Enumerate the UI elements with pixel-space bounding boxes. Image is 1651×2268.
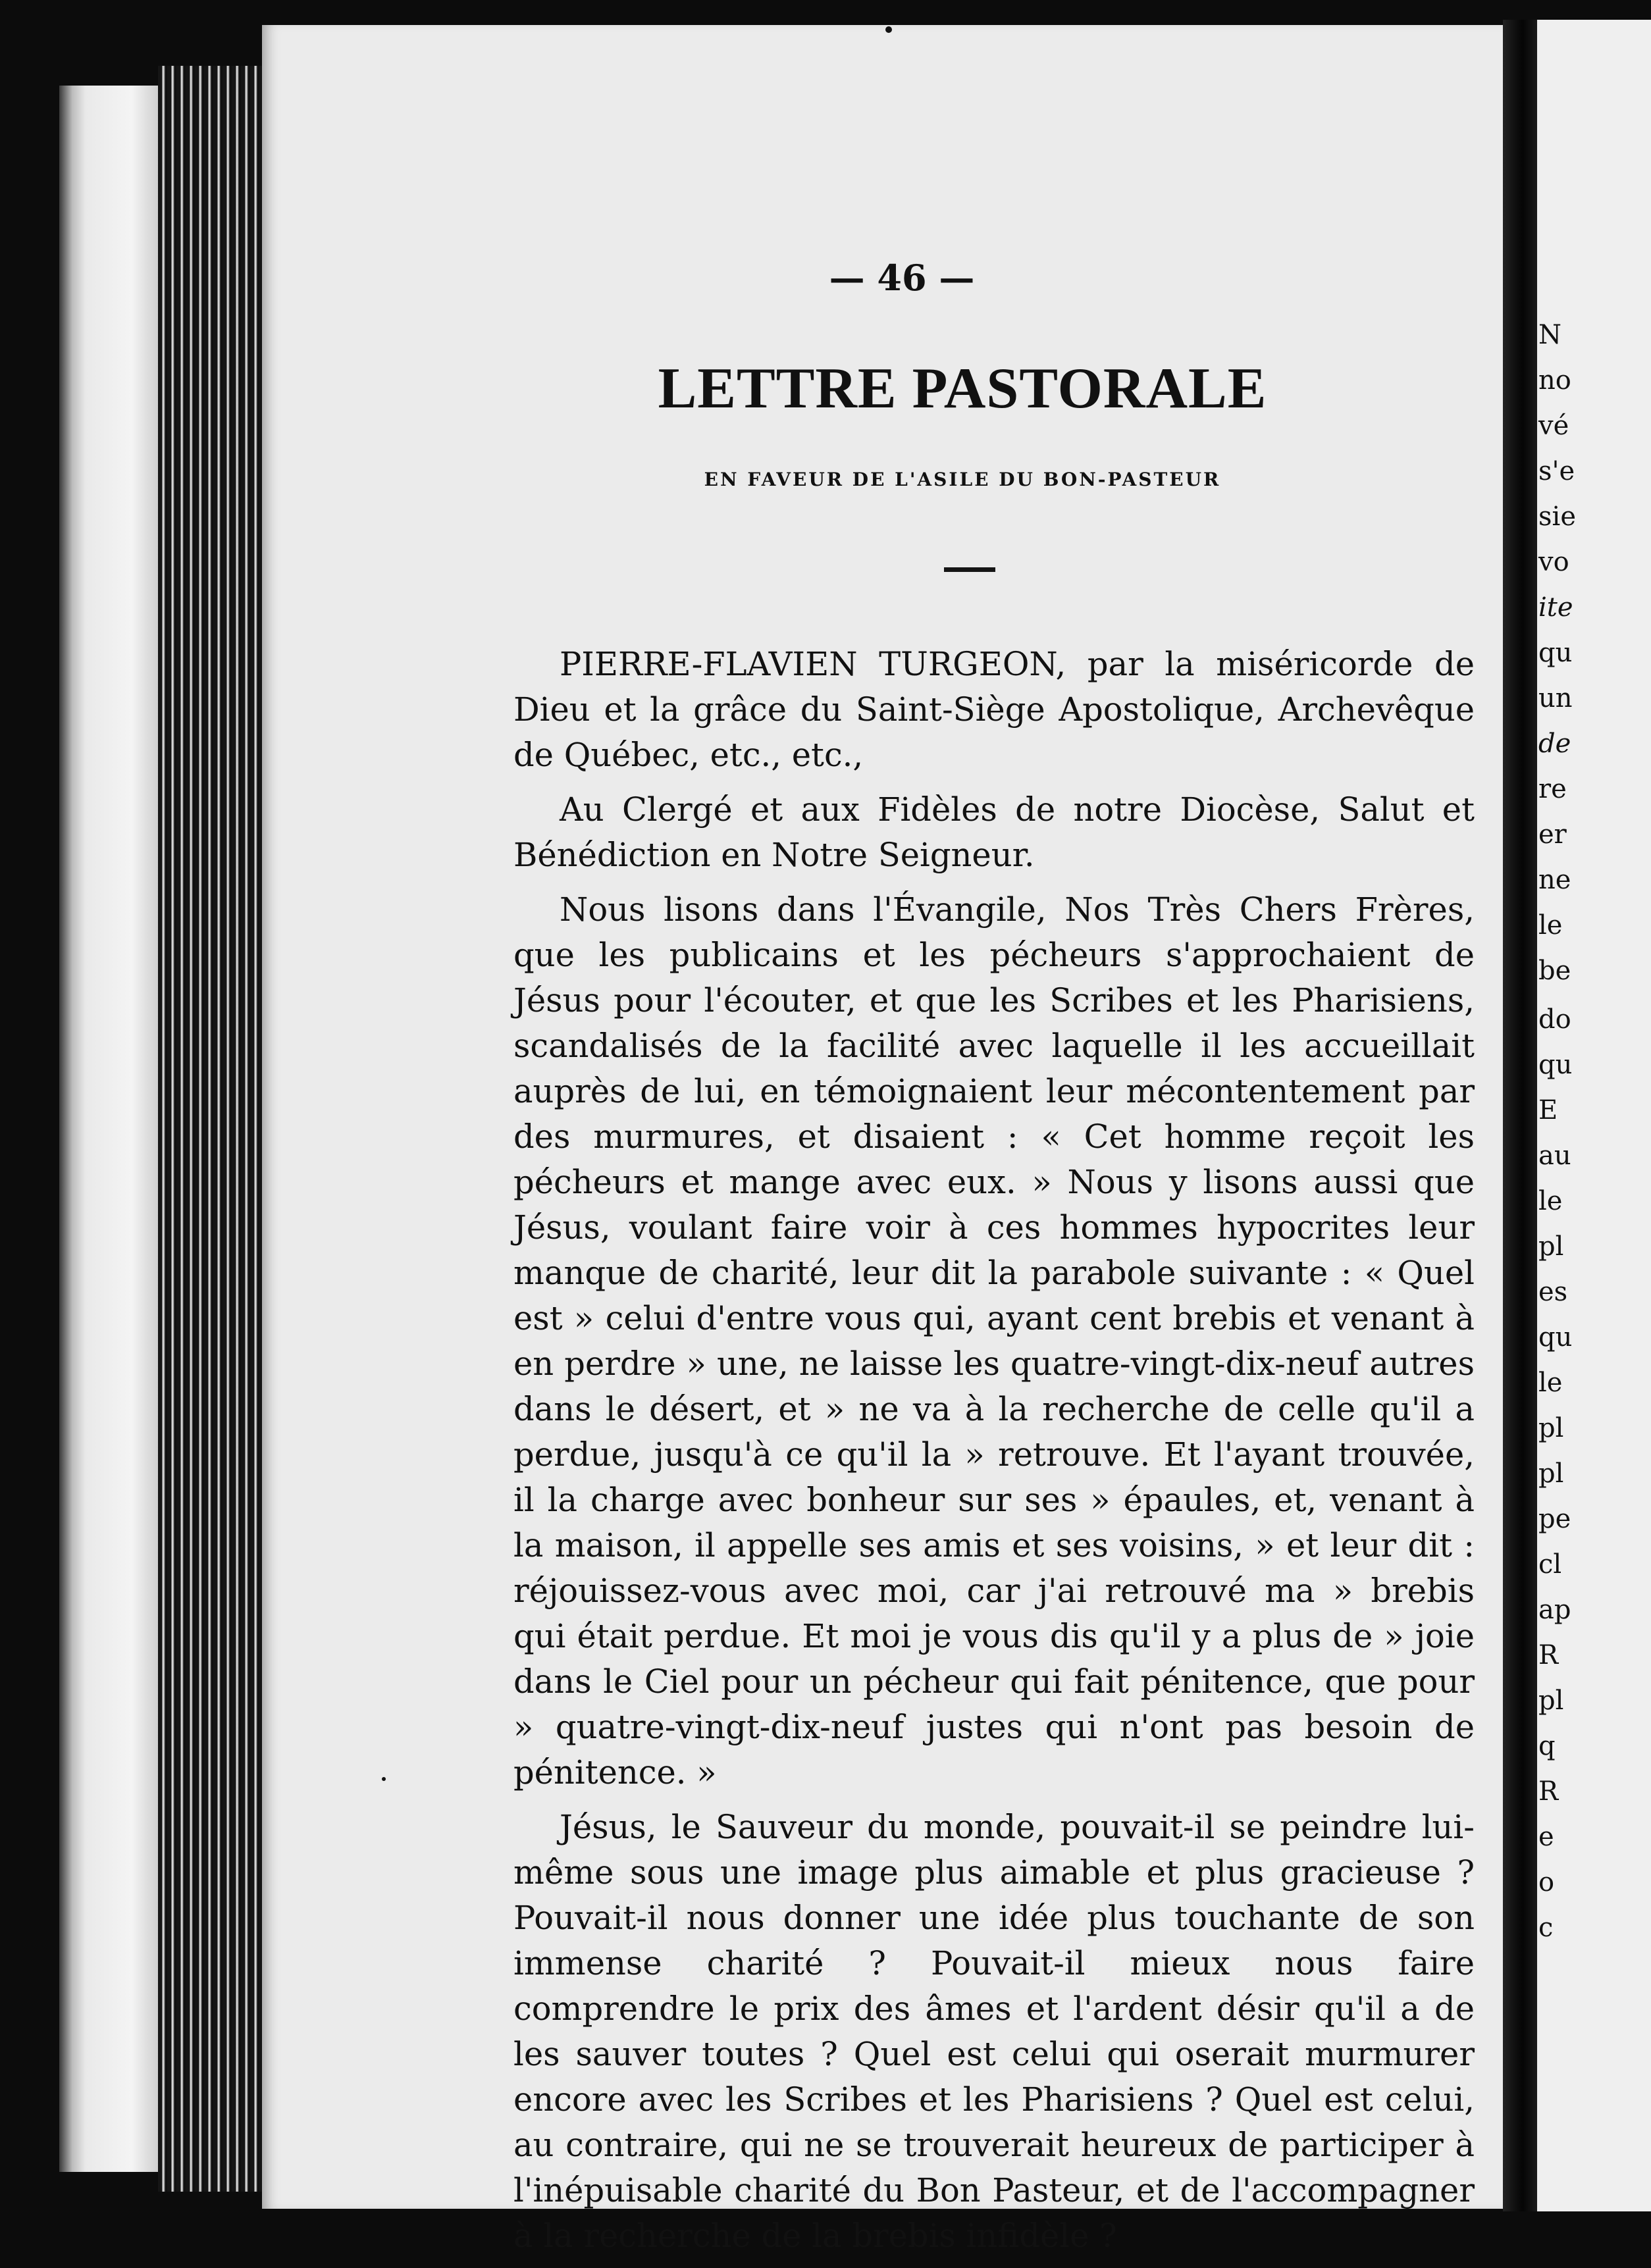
facing-page-line: vé [1538, 411, 1569, 441]
facing-page-line: e [1538, 1822, 1554, 1852]
paragraph-gospel: Nous lisons dans l'Évangile, Nos Très Chers Frères, que les publicains et les pécheurs s'approchaient de Jésus pour l'écouter, et que les Scribes et les Pharisiens, scandalisés de la facilité avec laquelle il les accueillait auprès de lui, en témoignaient leur mécontentement par des murmures, et disaient : « Cet homme reçoit les pécheurs et mange avec eux. » Nous y lisons aussi que Jésus, voulant faire voir à ces hommes hypocrites leur manque de charité, leur dit la parabole suivante : « Quel est » celui d'entre vous qui, ayant cent brebis et venant à en perdre » une, ne laisse les quatre-vingt-dix-neuf autres dans le désert, et » ne va à la recherche de celle qu'il a perdue, jusqu'à ce qu'il la » retrouve. Et l'ayant trouvée, il la charge avec bonheur sur ses » épaules, et, venant à la maison, il appelle ses amis et ses voisins, » et leur dit : réjouissez-vous avec moi, car j'ai retrouvé ma » brebis qui était perdue. Et moi je vous dis qu'il y a plus de » joie dans le Ciel pour un pécheur qui fait pénitence, que pour » quatre-vingt-dix-neuf justes qui n'ont pas besoin de pénitence. » [513, 890, 1475, 1791]
facing-page-line: no [1538, 365, 1571, 396]
paragraph-reflection: Jésus, le Sauveur du monde, pouvait-il se peindre lui-même sous une image plus aimable et plus gracieuse ? Pouvait-il nous donner une idée plus touchante de son immense charité ? Pouvait-il mieux nous faire comprendre le prix des âmes et l'ardent désir qu'il a de les sauver toutes ? Quel est celui qui oserait murmurer encore avec les Scribes et les Pharisiens ? Quel est celui, au contraire, qui ne se trouverait heureux de participer à l'inépuisable charité du Bon Pasteur, et de l'accompagner à la recherche de la brebis infidèle ? [513, 1808, 1475, 2255]
page-number: — 46 — [829, 257, 975, 299]
facing-page-line: qu [1538, 1050, 1573, 1080]
facing-page-line: pl [1538, 1458, 1564, 1489]
facing-page [1537, 20, 1651, 2211]
facing-page-line: de [1538, 729, 1571, 759]
page-edge-left [59, 86, 158, 2172]
facing-page-line: q [1538, 1731, 1556, 1761]
facing-page-line: pl [1538, 1413, 1564, 1443]
facing-page-line: do [1538, 1004, 1571, 1035]
print-speck [885, 26, 892, 33]
facing-page-line: pe [1538, 1504, 1571, 1534]
facing-page-line: ap [1538, 1595, 1571, 1625]
paragraph-salutation-author: PIERRE-FLAVIEN TURGEON, par la miséricorde de Dieu et la grâce du Saint-Siège Apostolique, Archevêque de Québec, etc., etc., [513, 645, 1475, 774]
facing-page-line: un [1538, 683, 1573, 713]
facing-page-line: pl [1538, 1686, 1564, 1716]
facing-page-line: c [1538, 1913, 1554, 1943]
facing-page-line: N [1538, 320, 1561, 350]
facing-page-line: o [1538, 1867, 1555, 1897]
facing-page-line: re [1538, 774, 1567, 804]
facing-page-line: au [1538, 1141, 1571, 1171]
book-page-stack [158, 66, 263, 2192]
facing-page-line: le [1538, 1368, 1563, 1398]
print-speck [382, 1777, 386, 1781]
book-gutter [1503, 20, 1537, 2211]
paragraph-salutation-recipients: Au Clergé et aux Fidèles de notre Diocèse, Salut et Bénédiction en Notre Seigneur. [513, 790, 1475, 874]
facing-page-line: le [1538, 1186, 1563, 1216]
facing-page-line: ne [1538, 865, 1571, 895]
page-title: LETTRE PASTORALE [658, 357, 1267, 421]
title-rule [944, 567, 995, 572]
facing-page-line: s'e [1538, 456, 1575, 486]
facing-page-line: ite [1538, 592, 1573, 623]
facing-page-line: le [1538, 910, 1563, 941]
facing-page-line: pl [1538, 1231, 1564, 1262]
facing-page-line: qu [1538, 638, 1573, 668]
facing-page-line: R [1538, 1776, 1559, 1807]
facing-page-line: E [1538, 1095, 1558, 1125]
facing-page-line: cl [1538, 1549, 1562, 1580]
facing-page-line: es [1538, 1277, 1568, 1307]
facing-page-line: qu [1538, 1322, 1573, 1353]
facing-page-line: vo [1538, 547, 1569, 577]
facing-page-line: be [1538, 956, 1571, 986]
facing-page-line: R [1538, 1640, 1559, 1670]
letter-body [513, 642, 1475, 2268]
page-subtitle: EN FAVEUR DE L'ASILE DU BON-PASTEUR [704, 469, 1221, 490]
facing-page-line: er [1538, 819, 1567, 850]
facing-page-line: sie [1538, 502, 1576, 532]
